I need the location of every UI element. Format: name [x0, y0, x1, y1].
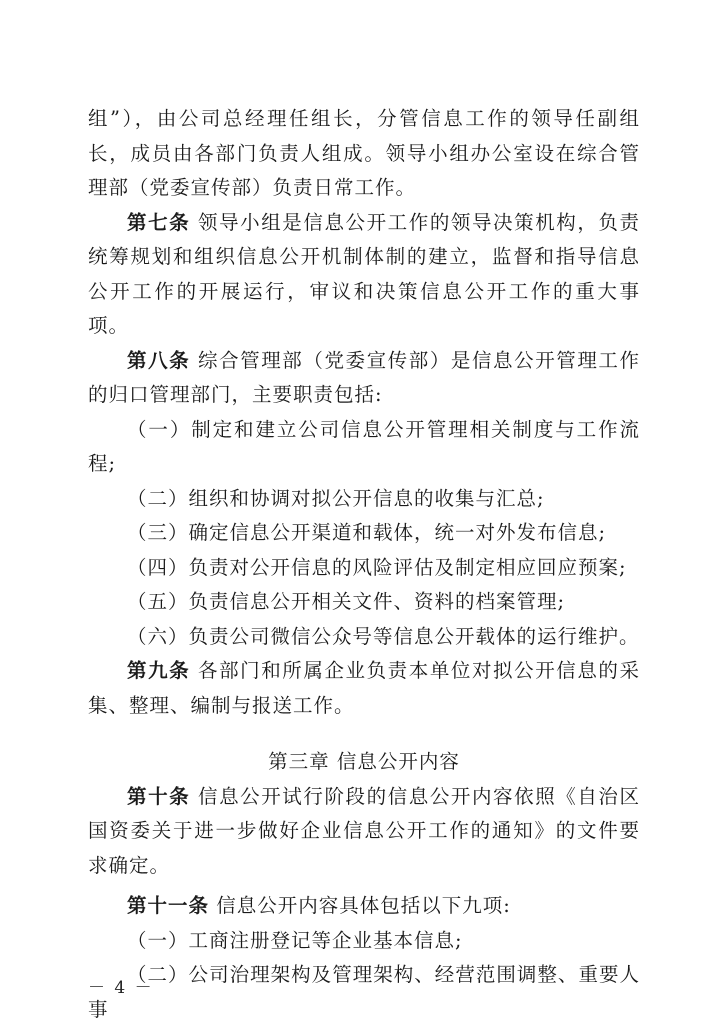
article-11 [88, 889, 640, 924]
paragraph-continuation [88, 102, 640, 206]
article-10 [88, 780, 640, 884]
article-8 [88, 344, 640, 413]
document-body [88, 102, 640, 1027]
article-7-text: 领导小组是信息公开工作的领导决策机构，负责统筹规划和组织信息公开机制体制的建立，监督和指导信息公开工作的开展运行，审议和决策信息公开工作的重大事项。 [88, 210, 640, 337]
section-gap [88, 723, 640, 745]
article-7-heading: 第七条 [127, 210, 191, 234]
article-9 [88, 654, 640, 723]
page-number: － 4 － [88, 978, 154, 998]
paragraph-text: 组”），由公司总经理任组长，分管信息工作的领导任副组长，成员由各部门负责人组成。领导小组办公室设在综合管理部（党委宣传部）负责日常工作。 [88, 107, 640, 199]
article-8-item-2: （二）组织和协调对拟公开信息的收集与汇总; [127, 486, 545, 510]
article-8-heading: 第八条 [127, 348, 191, 372]
article-8-item-6: （六）负责公司微信公众号等信息公开载体的运行维护。 [127, 624, 640, 648]
article-9-text: 各部门和所属企业负责本单位对拟公开信息的采集、整理、编制与报送工作。 [88, 659, 640, 717]
article-11-item-2: （二）公司治理架构及管理架构、经营范围调整、重要人事 [88, 963, 640, 1021]
article-11-item-1: （一）工商注册登记等企业基本信息; [127, 928, 463, 952]
article-8-item-1: （一）制定和建立公司信息公开管理相关制度与工作流程; [88, 417, 640, 475]
article-11-text: 信息公开内容具体包括以下九项: [209, 894, 511, 917]
article-10-text: 信息公开试行阶段的信息公开内容依照《自治区国资委关于进一步做好企业信息公开工作的通知》的文件要求确定。 [88, 784, 640, 877]
article-8-text: 综合管理部（党委宣传部）是信息公开管理工作的归口管理部门，主要职责包括: [88, 348, 640, 406]
article-9-heading: 第九条 [127, 659, 191, 682]
article-7 [88, 206, 640, 344]
chapter-title: 第三章 信息公开内容 [268, 750, 460, 773]
article-8-item-5: （五）负责信息公开相关文件、资料的档案管理; [127, 590, 566, 613]
article-8-item-3: （三）确定信息公开渠道和载体，统一对外发布信息; [127, 521, 607, 544]
article-10-heading: 第十条 [127, 784, 191, 808]
article-11-heading: 第十一条 [127, 894, 210, 917]
article-8-item-4: （四）负责对公开信息的风险评估及制定相应回应预案; [127, 555, 627, 579]
